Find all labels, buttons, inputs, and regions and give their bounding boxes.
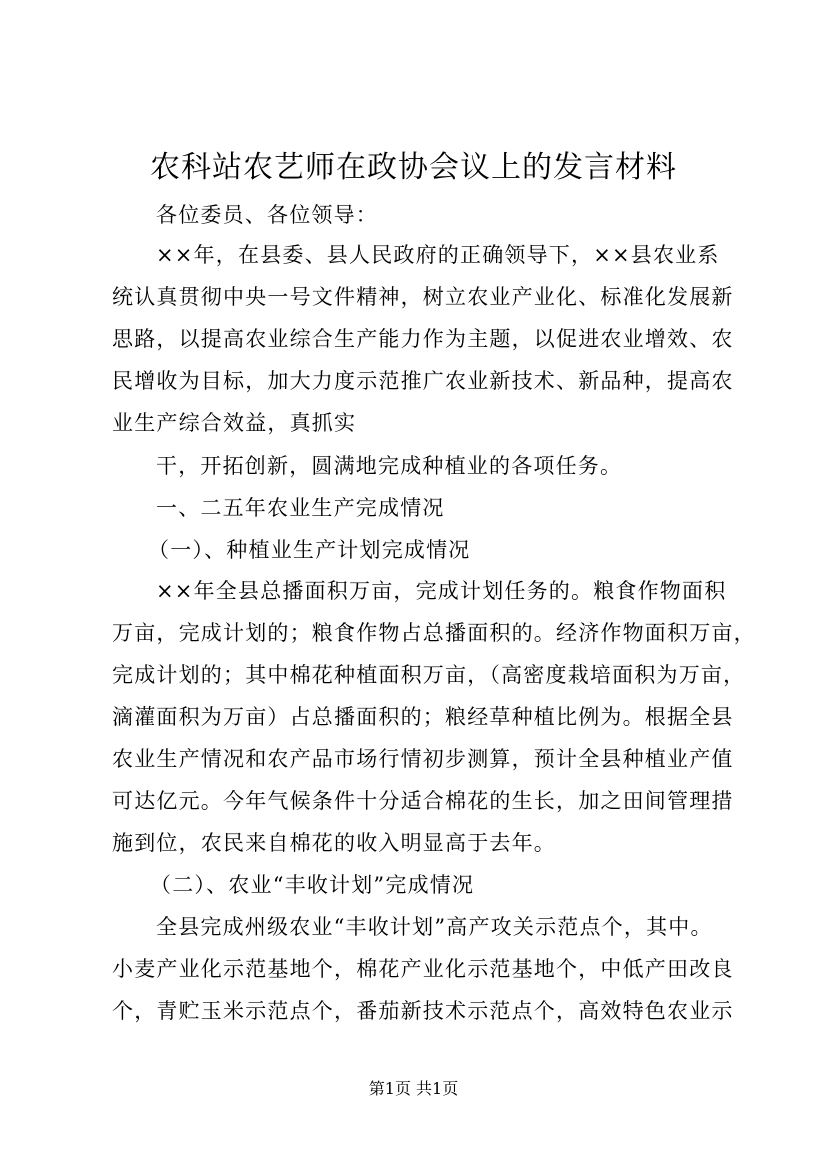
paragraph-line: ××年，在县委、县人民政府的正确领导下，××县农业系 (156, 243, 720, 267)
paragraph-line: 全县完成州级农业“丰收计划”高产攻关示范点个，其中。 (156, 915, 713, 939)
subsection-heading: （一）、种植业生产计划完成情况 (148, 538, 471, 562)
paragraph-line: ××年全县总播面积万亩，完成计划任务的。粮食作物面积 (156, 579, 727, 603)
paragraph-line: 施到位，农民来自棉花的收入明显高于去年。 (112, 831, 556, 855)
paragraph-line: 统认真贯彻中央一号文件精神，树立农业产业化、标准化发展新 (112, 285, 734, 309)
paragraph-line: 可达亿元。今年气候条件十分适合棉花的生长，加之田间管理措 (112, 789, 734, 813)
paragraph-line: 完成计划的；其中棉花种植面积万亩，（高密度栽培面积为万亩， (112, 663, 746, 687)
salutation: 各位委员、各位领导： (156, 203, 378, 227)
subsection-heading: （二）、农业“丰收计划”完成情况 (150, 873, 475, 897)
page-footer: 第1页 共1页 (368, 1079, 459, 1098)
paragraph-line: 万亩，完成计划的；粮食作物占总播面积的。经济作物面积万亩， (112, 621, 756, 645)
paragraph-line: 农业生产情况和农产品市场行情初步测算，预计全县种植业产值 (112, 747, 734, 771)
paragraph-line: 业生产综合效益，真抓实 (112, 411, 357, 435)
paragraph-line: 滴灌面积为万亩）占总播面积的；粮经草种植比例为。根据全县 (112, 705, 734, 729)
paragraph-line: 干，开拓创新，圆满地完成种植业的各项任务。 (156, 454, 623, 478)
document-title: 农科站农艺师在政协会议上的发言材料 (150, 150, 677, 185)
paragraph-line: 民增收为目标，加大力度示范推广农业新技术、新品种，提高农 (112, 369, 734, 393)
paragraph-line: 小麦产业化示范基地个，棉花产业化示范基地个，中低产田改良 (112, 957, 734, 981)
paragraph-line: 思路，以提高农业综合生产能力作为主题，以促进农业增效、农 (112, 327, 734, 351)
section-heading: 一、二五年农业生产完成情况 (156, 496, 445, 520)
paragraph-line: 个，青贮玉米示范点个，番茄新技术示范点个，高效特色农业示 (112, 999, 734, 1023)
